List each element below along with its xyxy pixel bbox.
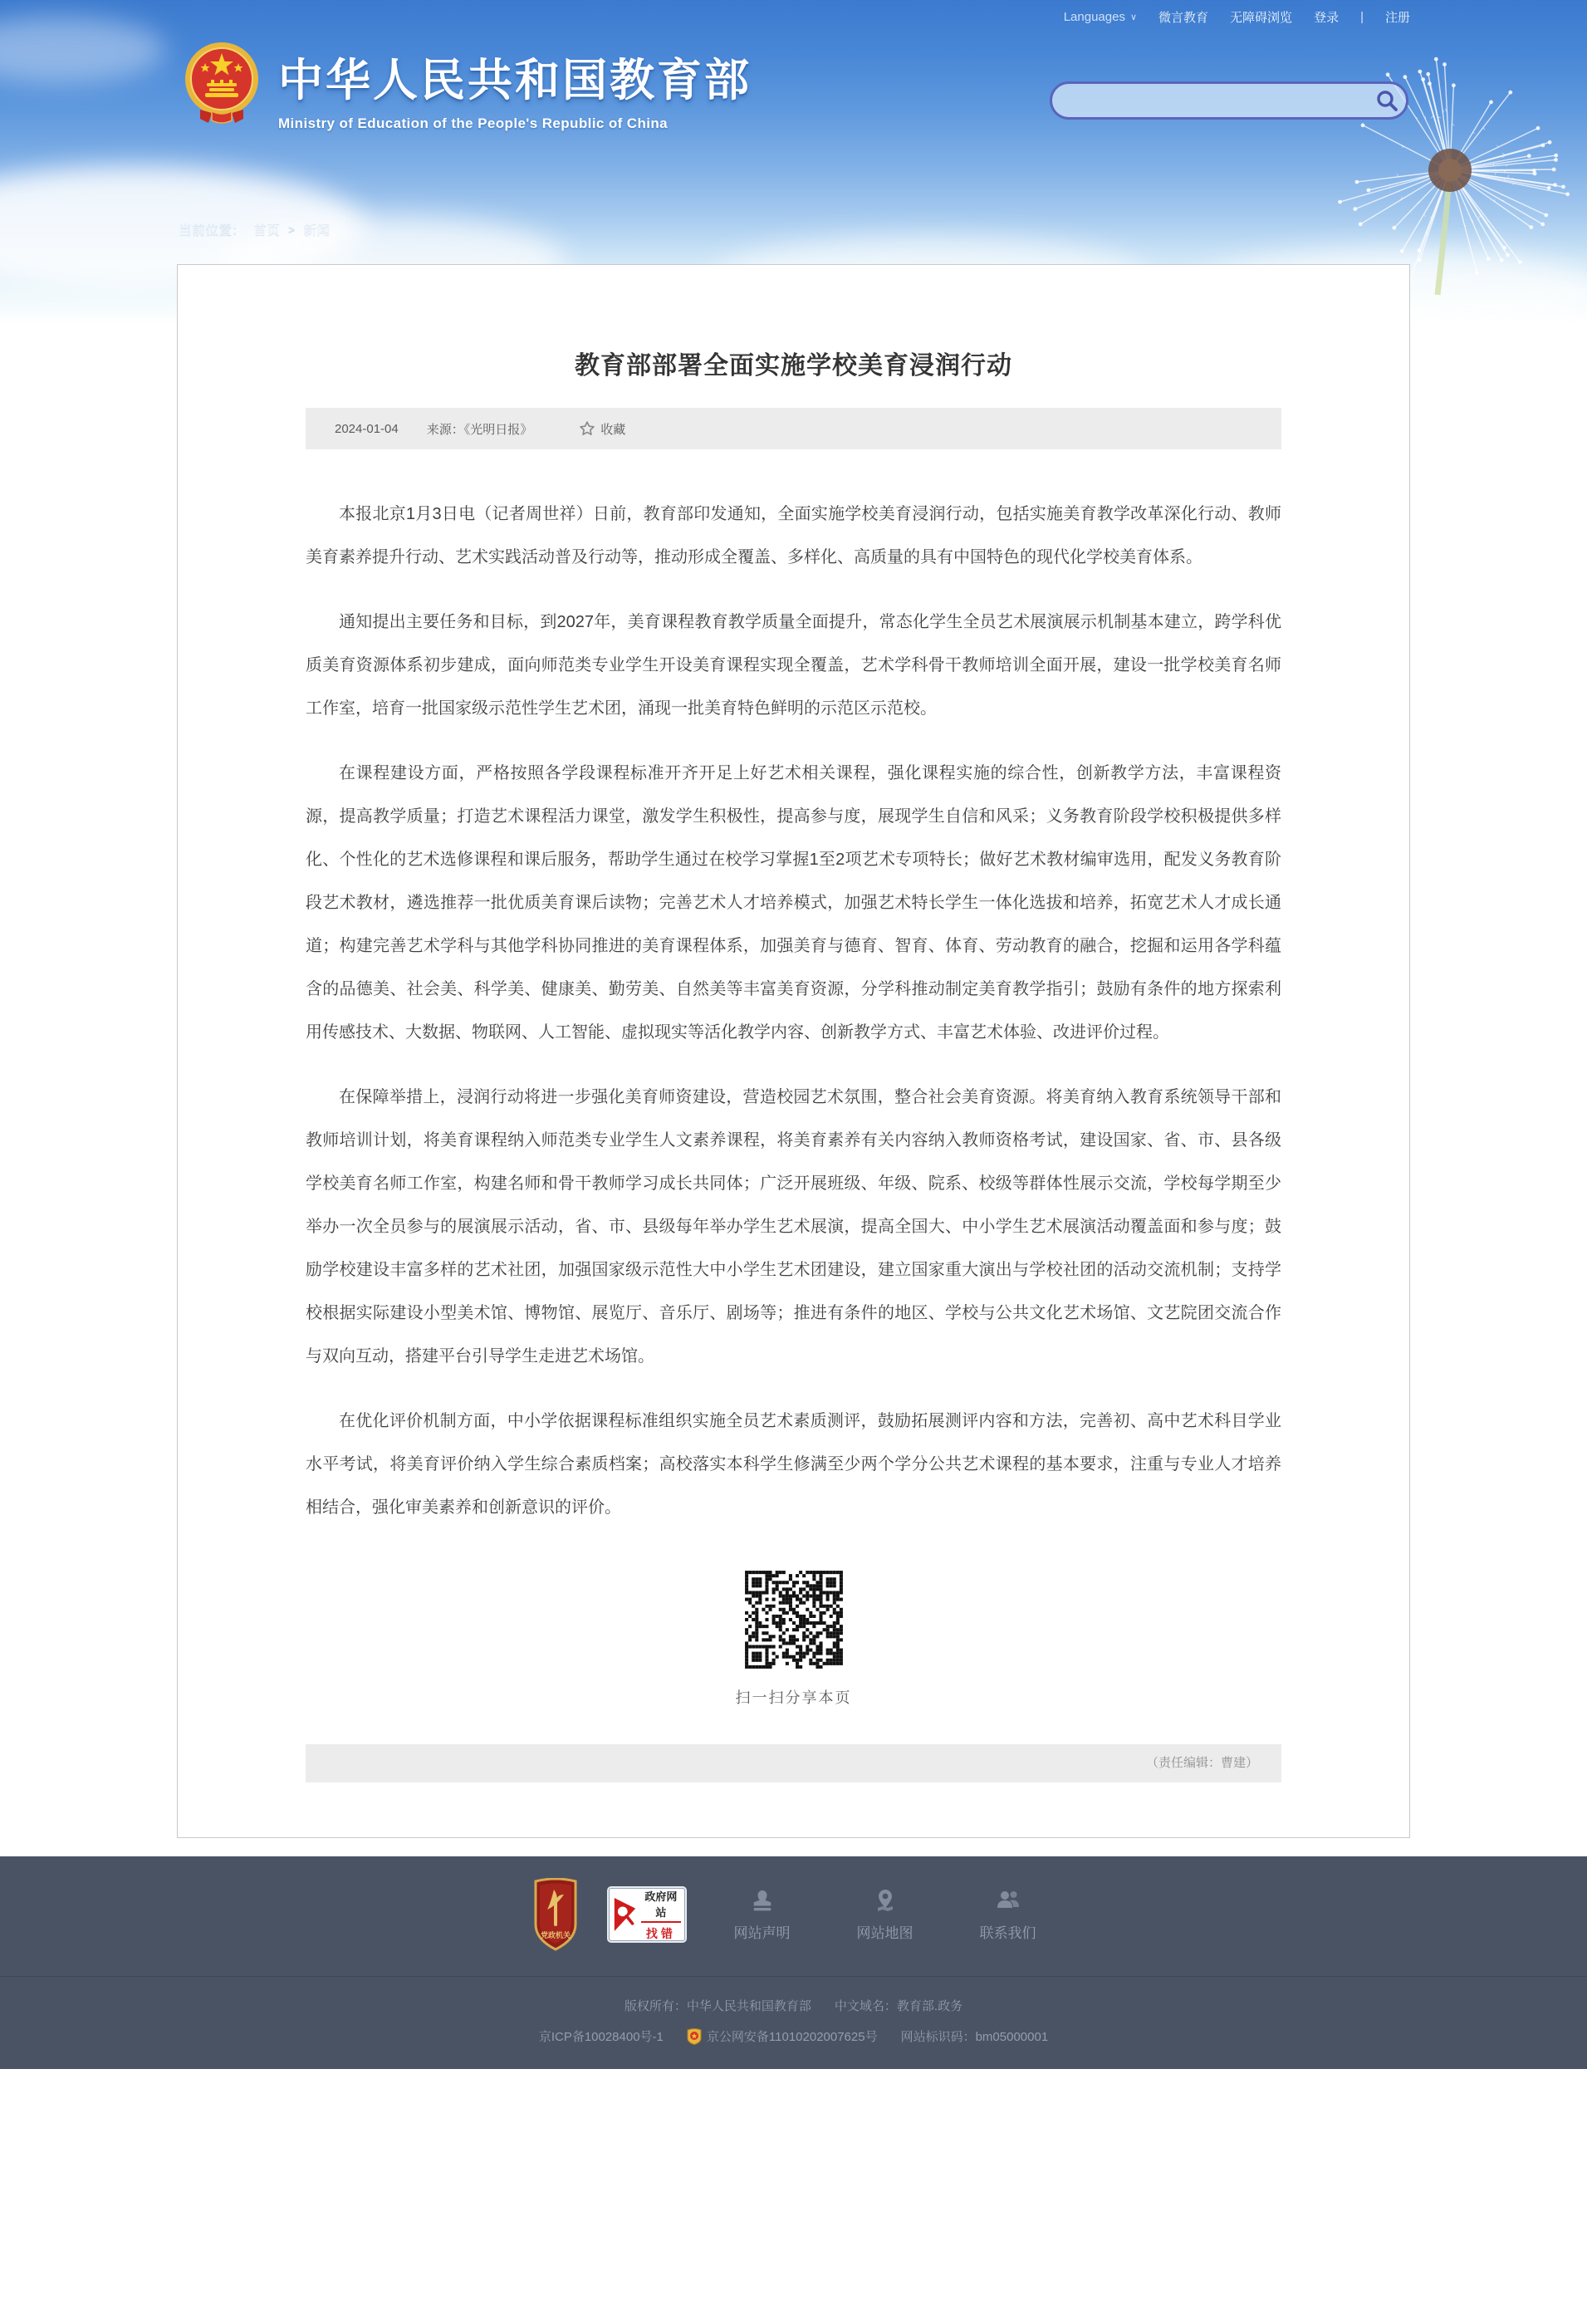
error-report-badge[interactable] [609, 1888, 685, 1941]
paragraph: 在保障举措上，浸润行动将进一步强化美育师资建设，营造校园艺术氛围，整合社会美育资源。将美育纳入教育系统领导干部和教师培训计划，将美育课程纳入师范类专业学生人文素养课程，将美育素养有关内容纳入教师资格考试，建设国家、省、市、县各级学校美育名师工作室，构建名师和骨干教师学习成长共同体；广泛开展班级、年级、院系、校级等群体性展示交流，学校每学期至少举办一次全员参与的展演展示活动，省、市、县级每年举办学生艺术展演，提高全国大、中小学生艺术展演活动覆盖面和参与度；鼓励学校建设丰富多样的艺术社团，加强国家级示范性大中小学生艺术团建设，建立国家重大演出与学校社团的活动交流机制；支持学校根据实际建设小型美术馆、博物馆、展览厅、音乐厅、剧场等；推进有条件的地区、学校与公共文化艺术场馆、文艺院团交流合作与双向互动，搭建平台引导学生走进艺术场馆。 [306, 1088, 1281, 1365]
qr-code [742, 1567, 846, 1672]
footer [0, 1856, 1587, 2069]
topbar [1064, 8, 1410, 26]
breadcrumb [179, 219, 330, 238]
national-emblem-icon [184, 40, 260, 126]
copyright-text: 版权所有：中华人民共和国教育部 [624, 1999, 811, 2013]
footer-link-label: 网站地图 [856, 1924, 914, 1941]
cloud-decor [0, 17, 166, 83]
police-badge-icon [687, 2028, 702, 2045]
star-icon [579, 420, 595, 437]
breadcrumb-current-link[interactable]: 新闻 [303, 223, 331, 238]
search-bar [1050, 81, 1408, 120]
paragraph: 本报北京1月3日电（记者周世祥）日前，教育部印发通知，全面实施学校美育浸润行动，包括实施美育教学改革深化行动、教师美育素养提升行动、艺术实践活动普及行动等，推动形成全覆盖、多样化、高质量的具有中国特色的现代化学校美育体系。 [306, 505, 1281, 566]
footer-link-contact[interactable] [962, 1888, 1054, 1942]
article-body [306, 493, 1281, 1529]
site-brand[interactable] [184, 40, 752, 132]
footer-copyright [0, 1976, 1587, 2045]
site-code-text: 网站标识码：bm05000001 [900, 2030, 1049, 2044]
qr-share-block [306, 1567, 1281, 1708]
language-menu[interactable] [1064, 10, 1137, 24]
topbar-link-accessibility[interactable]: 无障碍浏览 [1230, 11, 1293, 25]
article-meta [306, 408, 1281, 449]
police-record-link[interactable]: 京公网安备11010202007625号 [706, 2030, 878, 2044]
map-pin-icon [873, 1888, 898, 1913]
paragraph: 通知提出主要任务和目标，到2027年，美育课程教育教学质量全面提升，常态化学生全员艺术展演展示机制基本建立，跨学科优质美育资源体系初步建成，面向师范类专业学生开设美育课程实现全覆盖，艺术学科骨干教师培训全面开展，建设一批学校美育名师工作室，培育一批国家级示范性学生艺术团，涌现一批美育特色鲜明的示范区示范校。 [306, 613, 1281, 718]
topbar-separator: | [1360, 10, 1364, 24]
article-source: 来源：《光明日报》 [426, 422, 533, 437]
footer-link-sitemap[interactable] [840, 1888, 931, 1942]
party-gov-badge[interactable] [534, 1878, 577, 1951]
site-title: 中华人民共和国教育部 [278, 56, 752, 105]
footer-link-statement[interactable] [717, 1888, 808, 1942]
favorite-label: 收藏 [600, 422, 626, 437]
paragraph: 在优化评价机制方面，中小学依据课程标准组织实施全员艺术素质测评，鼓励拓展测评内容和方法，完善初、高中艺术科目学业水平考试，将美育评价纳入学生综合素质档案；高校落实本科学生修满至少两个学分公共艺术课程的基本要求，注重与专业人才培养相结合，强化审美素养和创新意识的评价。 [306, 1412, 1281, 1517]
footer-link-label: 联系我们 [979, 1924, 1036, 1941]
paragraph: 在课程建设方面，严格按照各学段课程标准开齐开足上好艺术相关课程，强化课程实施的综合性，创新教学方法，丰富课程资源，提高教学质量；打造艺术课程活力课堂，激发学生积极性，提高参与度，展现学生自信和风采；义务教育阶段学校积极提供多样化、个性化的艺术选修课程和课后服务，帮助学生通过在校学习掌握1至2项艺术专项特长；做好艺术教材编审选用，配发义务教育阶段艺术教材，遴选推荐一批优质美育课后读物；完善艺术人才培养模式，加强艺术特长学生一体化选拔和培养，拓宽艺术人才成长通道；构建完善艺术学科与其他学科协同推进的美育课程体系，加强美育与德育、智育、体育、劳动教育的融合，挖掘和运用各学科蕴含的品德美、社会美、科学美、健康美、勤劳美、自然美等丰富美育资源，分学科推动制定美育教学指引；鼓励有条件的地方探索利用传感技术、大数据、物联网、人工智能、虚拟现实等活化教学内容、创新教学方式、丰富艺术体验、改进评价过程。 [306, 764, 1281, 1042]
editor-bar [306, 1744, 1281, 1782]
domain-text: 中文域名：教育部.政务 [834, 1999, 963, 2013]
search-button[interactable] [1368, 84, 1406, 117]
breadcrumb-label: 当前位置： [179, 223, 246, 238]
svg-text:党政机关: 党政机关 [540, 1931, 571, 1939]
error-badge-title: 政府网站 [641, 1888, 680, 1923]
article-date: 2024-01-04 [335, 421, 399, 436]
topbar-link-login[interactable]: 登录 [1314, 11, 1340, 25]
search-input[interactable] [1052, 84, 1368, 117]
favorite-button[interactable] [579, 420, 625, 438]
search-icon [1375, 89, 1398, 112]
topbar-link-register[interactable]: 注册 [1384, 11, 1410, 25]
breadcrumb-separator: > [288, 222, 296, 236]
stamp-icon [750, 1888, 775, 1913]
chevron-down-icon: ∨ [1129, 12, 1138, 22]
language-label: Languages [1063, 10, 1125, 24]
qr-caption: 扫一扫分享本页 [735, 1689, 852, 1706]
editor-credit: （责任编辑：曹建） [1145, 1756, 1258, 1770]
footer-badges [0, 1878, 1587, 1951]
magnifier-icon [613, 1895, 639, 1934]
people-icon [995, 1888, 1021, 1913]
footer-link-label: 网站声明 [733, 1924, 791, 1941]
topbar-link-weiyan[interactable]: 微言教育 [1158, 11, 1209, 25]
article-title: 教育部部署全面实施学校美育浸润行动 [575, 352, 1012, 380]
error-badge-action: 找错 [645, 1926, 676, 1940]
site-subtitle: Ministry of Education of the People's Republic of China [278, 115, 669, 131]
breadcrumb-home-link[interactable]: 首页 [253, 223, 281, 238]
article-card [177, 264, 1410, 1838]
icp-link[interactable]: 京ICP备10028400号-1 [538, 2030, 664, 2044]
